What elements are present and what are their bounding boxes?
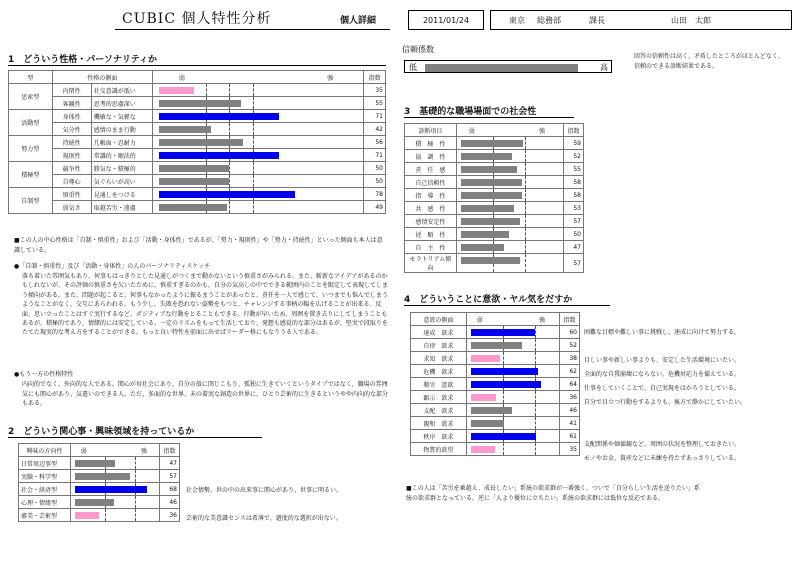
scale-gridline — [525, 176, 526, 188]
table-row — [411, 378, 580, 391]
section1-summary: ■この人の中心性格は「自制・慎重性」および「活動・身体性」であるが、「努力・規則性」や「努力・持続性」といった側面も本人は意識している。 — [14, 237, 383, 254]
trust-low: 低 — [409, 63, 417, 72]
col-scale2 — [70, 444, 159, 457]
trait-label: 内閉性 — [52, 84, 91, 97]
section4-summary: ■この人は「苦労を乗越え、成長したい」系統の欲求群が一番強く、ついで「自分らしい生活を送りたい」系統の欲求群となっている。逆に「人より優位に立ちたい」系統の欲求群には低位な反応である。 — [406, 485, 700, 502]
score-bar — [461, 218, 520, 225]
index-value: 35 — [364, 84, 386, 97]
section3-title-text: 3 基礎的な職場場面での社会性 — [404, 107, 537, 117]
date-box — [408, 10, 484, 30]
table-row — [9, 162, 386, 175]
other-title: ●もう一方の性格特性 — [14, 371, 74, 378]
motivation-comment: 自分で目立つ行動をするよりも、後方で静かにしていたい。 — [584, 399, 747, 406]
person-name: 山田 太郎 — [671, 15, 711, 25]
score-bar — [75, 499, 114, 506]
score-bar — [461, 244, 504, 251]
motivation-comment: 困難な目標や難しい事に挑戦し、速成に向けて努力する。 — [584, 329, 741, 336]
index-value: 41 — [560, 417, 580, 430]
index-value: 53 — [564, 202, 584, 215]
bar-cell — [456, 202, 563, 215]
scale-gridline — [525, 202, 526, 214]
trait-label: 気分性 — [52, 123, 91, 136]
section4-title — [404, 292, 610, 306]
interest-label: 社会・経済型 — [19, 483, 71, 496]
col-item: 診断項目 — [405, 124, 457, 137]
bar-cell — [152, 84, 363, 97]
index-value: 52 — [564, 150, 584, 163]
type-label: 活動型 — [9, 110, 53, 136]
position: 課長 — [589, 15, 605, 25]
table-row — [9, 123, 386, 136]
scale-gridline — [229, 201, 230, 213]
motivation-comment: 全面的な自我崩壊にならない、危機対応力を備えている。 — [584, 371, 741, 378]
interest-label: 心理・情緒型 — [19, 496, 71, 509]
bar-cell — [152, 201, 363, 214]
table-row — [19, 509, 180, 522]
bar-cell — [152, 110, 363, 123]
scale-gridline — [229, 84, 230, 96]
other-body: 内向的でなく、外向的な人である。関心が対社会にあり、自分の殻に閉じこもり、孤独に生きていくというタイプではなく、職場の雰囲気にも関心があり、気遣いのできる人。ただ、多面的な世界、未の着実な創造の世界に、ひとり芸術的に生きるというやや内向的な部分もある。 — [22, 381, 389, 407]
score-bar — [471, 381, 541, 388]
bar-cell — [70, 457, 159, 470]
score-bar — [461, 179, 522, 186]
trait-label: 持続性 — [52, 136, 91, 149]
sketch-title: ●「自制・慎重性」及び「活動・身体性」の人のパーソナリティスケッチ — [14, 263, 211, 270]
index-value: 64 — [560, 378, 580, 391]
index-value: 56 — [364, 136, 386, 149]
trait-desc: 思考的思慮深い — [91, 97, 152, 110]
section3-title — [404, 104, 574, 118]
col-aspect: 性格の側面 — [52, 71, 152, 84]
bar-cell — [466, 443, 559, 456]
scale4-strong: 強 — [539, 317, 546, 324]
scale-gridline — [525, 137, 526, 149]
scale-gridline — [535, 404, 536, 416]
bar-cell — [456, 241, 563, 254]
table-row — [9, 149, 386, 162]
score-bar — [461, 257, 520, 264]
person-box — [490, 10, 792, 30]
table-row — [19, 457, 180, 470]
trait-label: 慎重性 — [52, 188, 91, 201]
score-bar — [471, 420, 505, 427]
trust-meter — [404, 60, 612, 73]
trust-comment: 回答の信頼性は高く、矛盾したところがほとんどなく、信頼のできる診断結果である。 — [634, 53, 784, 70]
bar-cell — [466, 417, 559, 430]
bar-cell — [456, 163, 563, 176]
scale-strong: 強 — [327, 75, 334, 82]
score-bar — [159, 165, 230, 172]
social-label: 従 順 性 — [405, 228, 457, 241]
trait-desc: 常識的・順法的 — [91, 149, 152, 162]
index-value: 62 — [560, 365, 580, 378]
trait-desc: 几帳面・忍耐力 — [91, 136, 152, 149]
scale-gridline — [503, 352, 504, 364]
social-label: 感情安定性 — [405, 215, 457, 228]
motivation-comment: 仕事をしていくことで、自己実現をはかろうとしている。 — [584, 385, 740, 392]
col-index: 指数 — [364, 71, 386, 84]
bar-cell — [70, 509, 159, 522]
bar-cell — [466, 378, 559, 391]
table-row — [9, 110, 386, 123]
index-value: 68 — [160, 483, 180, 496]
scale-gridline — [525, 189, 526, 201]
social-label: 自己信頼性 — [405, 176, 457, 189]
index-value: 57 — [564, 254, 584, 273]
sketch-body: 落ち着いた雰囲気もあり、何事もはっきりとした見通しがつくまで動かないという慎重さがみられる。また、斬新なアイデアがあるのかもしれないが、その評価の慎重さを欠いたために、慎重すぎるのかも。自分の気高しの中でできる範囲内のことを限定して表現してしまう傾向がある。また、問題が起こると、何事もなかったように振るまうことがあったと、責任を一人で感じて、いつまでも悩んでしまうようなことがなく、交互にあらわれる。もう少し、失敗を恐れない姿勢をもつと、チャレンジする事柄の幅を広げることが出来る。反面、思い立ったことはすぐ実行するなど、ポジティブな行動をとることもできる。行動が早いため、周囲を置き去りにしてしまうこともあるが、積極的であり、情緒的には安定している。一定のリズムをもって生活しており、発想も感覚的な部分はあるが、堅実で段取りをたてた現実的な考え方をすることができる。もっと良い特性を前面に出せばリーダー格にもなりうる人である。 — [22, 273, 389, 337]
interest-label: 日常周辺事型 — [19, 457, 71, 470]
type-label: 自制型 — [9, 188, 53, 214]
scale-gridline — [535, 443, 536, 455]
table-row — [405, 241, 584, 254]
table-row — [405, 163, 584, 176]
score-bar — [159, 126, 211, 133]
report-badge: 個人詳細 — [340, 16, 377, 26]
col-scale4 — [466, 313, 559, 326]
index-value: 55 — [364, 97, 386, 110]
table-row — [411, 365, 580, 378]
index-value: 50 — [564, 228, 584, 241]
trait-desc: 機敏な・気軽な — [91, 110, 152, 123]
bar-cell — [456, 150, 563, 163]
score-bar — [75, 460, 116, 467]
trait-label: 規則性 — [52, 149, 91, 162]
col-index2: 指数 — [160, 444, 180, 457]
motivation-label: 支配 欲求 — [411, 404, 467, 417]
trait-desc: 見通しをつける — [91, 188, 152, 201]
motivation-comment: 目しい事や新しい事よりも、安定した生活環境にいたい。 — [584, 357, 741, 364]
index-value: 46 — [160, 496, 180, 509]
index-value: 47 — [564, 241, 584, 254]
score-bar — [159, 191, 295, 198]
bar-cell — [152, 136, 363, 149]
interest-label: 審美・芸術型 — [19, 509, 71, 522]
scale-gridline — [525, 163, 526, 175]
score-bar — [159, 100, 241, 107]
motivation-label: 親和 欲求 — [411, 417, 467, 430]
interest-comment: 社会情勢、世の中の出来事に関心があり、世事に明るい。 — [186, 487, 343, 494]
scale-gridline — [229, 175, 230, 187]
col-interest: 興味の方向性 — [19, 444, 71, 457]
trait-label: 客観性 — [52, 97, 91, 110]
table-row — [9, 201, 386, 214]
section4-title-text: 4 どういうことに意欲・ヤル気をだすか — [404, 295, 573, 305]
report-title: CUBIC 個人特性分析 — [122, 11, 272, 27]
location: 東京 — [509, 15, 525, 25]
index-value: 58 — [564, 189, 584, 202]
scale-gridline — [135, 509, 136, 521]
section1-title — [8, 52, 386, 66]
scale-gridline — [535, 417, 536, 429]
bar-cell — [70, 496, 159, 509]
bar-cell — [466, 339, 559, 352]
social-table — [404, 123, 584, 273]
trust-high: 高 — [600, 63, 608, 72]
type-label: 積極型 — [9, 162, 53, 188]
motivation-label: 求知 欲求 — [411, 352, 467, 365]
report-date: 2011/01/24 — [422, 15, 470, 25]
table-row — [19, 470, 180, 483]
scale2-strong: 強 — [141, 448, 148, 455]
score-bar — [75, 486, 147, 493]
type-label: 努力型 — [9, 136, 53, 162]
index-value: 38 — [560, 352, 580, 365]
index-value: 36 — [160, 509, 180, 522]
scale-gridline — [105, 509, 106, 521]
bar-cell — [456, 176, 563, 189]
score-bar — [471, 329, 535, 336]
score-bar — [471, 433, 537, 440]
scale3-weak: 弱 — [468, 128, 475, 135]
col-scale3 — [456, 124, 563, 137]
scale-gridline — [253, 136, 254, 148]
trait-label: 競争性 — [52, 162, 91, 175]
scale3-strong: 強 — [539, 128, 546, 135]
scale-gridline — [253, 162, 254, 174]
score-bar — [159, 113, 279, 120]
section2-title — [8, 424, 262, 438]
bar-cell — [152, 175, 363, 188]
motivation-label: 物質的欲望 — [411, 443, 467, 456]
score-bar — [159, 152, 279, 159]
table-row — [411, 391, 580, 404]
trait-desc: 勝気な・積極的 — [91, 162, 152, 175]
trait-desc: 社交意識が低い — [91, 84, 152, 97]
scale-gridline — [503, 443, 504, 455]
index-value: 71 — [364, 110, 386, 123]
motivation-label: 自律 欲求 — [411, 339, 467, 352]
bar-cell — [456, 215, 563, 228]
score-bar — [75, 473, 131, 480]
scale-gridline — [135, 496, 136, 508]
index-value: 36 — [560, 391, 580, 404]
bar-cell — [70, 483, 159, 496]
scale-gridline — [253, 97, 254, 109]
interest-label: 実験・科学型 — [19, 470, 71, 483]
table-row — [411, 404, 580, 417]
bar-cell — [456, 228, 563, 241]
table-row — [405, 176, 584, 189]
index-value: 78 — [364, 188, 386, 201]
interest-comment: 芸術的な美意識センスは希薄で、過度的な選択が出ない。 — [186, 515, 342, 522]
score-bar — [159, 178, 230, 185]
table-row — [405, 150, 584, 163]
scale-gridline — [229, 162, 230, 174]
scale-weak: 弱 — [178, 75, 185, 82]
table-row — [411, 326, 580, 339]
score-bar — [461, 140, 523, 147]
title-underline — [115, 29, 390, 30]
score-bar — [159, 204, 227, 211]
score-bar — [461, 231, 509, 238]
index-value: 50 — [364, 162, 386, 175]
motivation-comment: 支配関係や価値観など、周囲の状況を整理しておきたい。 — [584, 441, 741, 448]
score-bar — [461, 192, 522, 199]
social-label: モラトリアム傾向 — [405, 254, 457, 273]
social-label: 指 導 性 — [405, 189, 457, 202]
bar-cell — [456, 137, 563, 150]
col-motivation: 意欲の側面 — [411, 313, 467, 326]
social-label: 責 任 感 — [405, 163, 457, 176]
social-label: 共 感 性 — [405, 202, 457, 215]
index-value: 60 — [560, 326, 580, 339]
scale-gridline — [535, 326, 536, 338]
index-value: 46 — [560, 404, 580, 417]
col-index3: 指数 — [564, 124, 584, 137]
index-value: 47 — [160, 457, 180, 470]
index-value: 59 — [564, 137, 584, 150]
table-row — [9, 84, 386, 97]
bar-cell — [466, 365, 559, 378]
table-row — [19, 483, 180, 496]
index-value: 50 — [364, 175, 386, 188]
motivation-table — [410, 312, 580, 456]
score-bar — [461, 153, 512, 160]
table-row — [411, 352, 580, 365]
score-bar — [471, 368, 538, 375]
table-row — [411, 339, 580, 352]
scale-gridline — [253, 123, 254, 135]
trust-bar — [425, 64, 578, 72]
bar-cell — [70, 470, 159, 483]
bar-cell — [456, 254, 563, 273]
scale-gridline — [503, 391, 504, 403]
table-row — [411, 443, 580, 456]
index-value: 35 — [560, 443, 580, 456]
bar-cell — [466, 391, 559, 404]
motivation-label: 秩序 欲求 — [411, 430, 467, 443]
table-row — [411, 430, 580, 443]
index-value: 57 — [564, 215, 584, 228]
motivation-label: 顕示 欲求 — [411, 391, 467, 404]
social-label: 自 主 性 — [405, 241, 457, 254]
bar-cell — [152, 123, 363, 136]
index-value: 42 — [364, 123, 386, 136]
section1-title-text: 1 どういう性格・パーソナリティか — [8, 55, 158, 65]
social-label: 協 調 性 — [405, 150, 457, 163]
index-value: 55 — [564, 163, 584, 176]
table-row — [411, 417, 580, 430]
trait-label: 身体性 — [52, 110, 91, 123]
scale-gridline — [229, 123, 230, 135]
bar-cell — [152, 162, 363, 175]
table-row — [405, 137, 584, 150]
score-bar — [75, 512, 99, 519]
scale-gridline — [206, 84, 207, 96]
scale-gridline — [525, 241, 526, 253]
index-value: 71 — [364, 149, 386, 162]
bar-cell — [466, 404, 559, 417]
scale2-weak: 弱 — [80, 448, 87, 455]
table-row — [19, 496, 180, 509]
scale-gridline — [525, 254, 526, 272]
scale-gridline — [525, 228, 526, 240]
col-scale — [152, 71, 363, 84]
table-row — [405, 215, 584, 228]
trait-desc: 気ぐらいが高い — [91, 175, 152, 188]
score-bar — [471, 394, 497, 401]
motivation-label: 勤労 意欲 — [411, 378, 467, 391]
score-bar — [159, 139, 244, 146]
bar-cell — [466, 430, 559, 443]
index-value: 49 — [364, 201, 386, 214]
trait-label: 弱気さ — [52, 201, 91, 214]
score-bar — [471, 446, 495, 453]
table-row — [405, 228, 584, 241]
department: 総務部 — [537, 15, 561, 25]
scale-gridline — [525, 215, 526, 227]
bar-cell — [456, 189, 563, 202]
score-bar — [461, 205, 514, 212]
table-row — [405, 189, 584, 202]
score-bar — [471, 355, 500, 362]
scale-gridline — [135, 457, 136, 469]
scale-gridline — [535, 339, 536, 351]
motivation-label: 危機 欲求 — [411, 365, 467, 378]
motivation-label: 達成 欲求 — [411, 326, 467, 339]
table-row — [9, 97, 386, 110]
bar-cell — [466, 326, 559, 339]
scale-gridline — [253, 201, 254, 213]
score-bar — [471, 342, 522, 349]
trait-desc: 取越苦労・遠慮 — [91, 201, 152, 214]
social-label: 積 極 性 — [405, 137, 457, 150]
trust-title: 信頼係数 — [402, 45, 434, 54]
index-value: 52 — [560, 339, 580, 352]
scale-gridline — [535, 352, 536, 364]
index-value: 61 — [560, 430, 580, 443]
motivation-comment: モノやお金、資産などに未練を持たずあっさりしている。 — [584, 455, 740, 462]
col-index4: 指数 — [560, 313, 580, 326]
score-bar — [461, 166, 517, 173]
trait-label: 自尊心 — [52, 175, 91, 188]
col-type: 型 — [9, 71, 53, 84]
table-row — [405, 254, 584, 273]
table-row — [9, 136, 386, 149]
interest-table — [18, 443, 180, 522]
bar-cell — [466, 352, 559, 365]
bar-cell — [152, 188, 363, 201]
scale4-weak: 弱 — [476, 317, 483, 324]
index-value: 58 — [564, 176, 584, 189]
table-row — [405, 202, 584, 215]
score-bar — [471, 407, 513, 414]
scale-gridline — [253, 175, 254, 187]
bar-cell — [152, 149, 363, 162]
section2-title-text: 2 どういう関心事・興味領域を持っているか — [8, 427, 195, 437]
table-row — [9, 188, 386, 201]
score-bar — [159, 87, 194, 94]
table-row — [9, 175, 386, 188]
type-label: 思索型 — [9, 84, 53, 110]
trait-desc: 感情のまま行動 — [91, 123, 152, 136]
scale-gridline — [253, 84, 254, 96]
bar-cell — [152, 97, 363, 110]
scale-gridline — [135, 470, 136, 482]
scale-gridline — [535, 391, 536, 403]
scale-gridline — [525, 150, 526, 162]
personality-table — [8, 70, 386, 214]
index-value: 57 — [160, 470, 180, 483]
